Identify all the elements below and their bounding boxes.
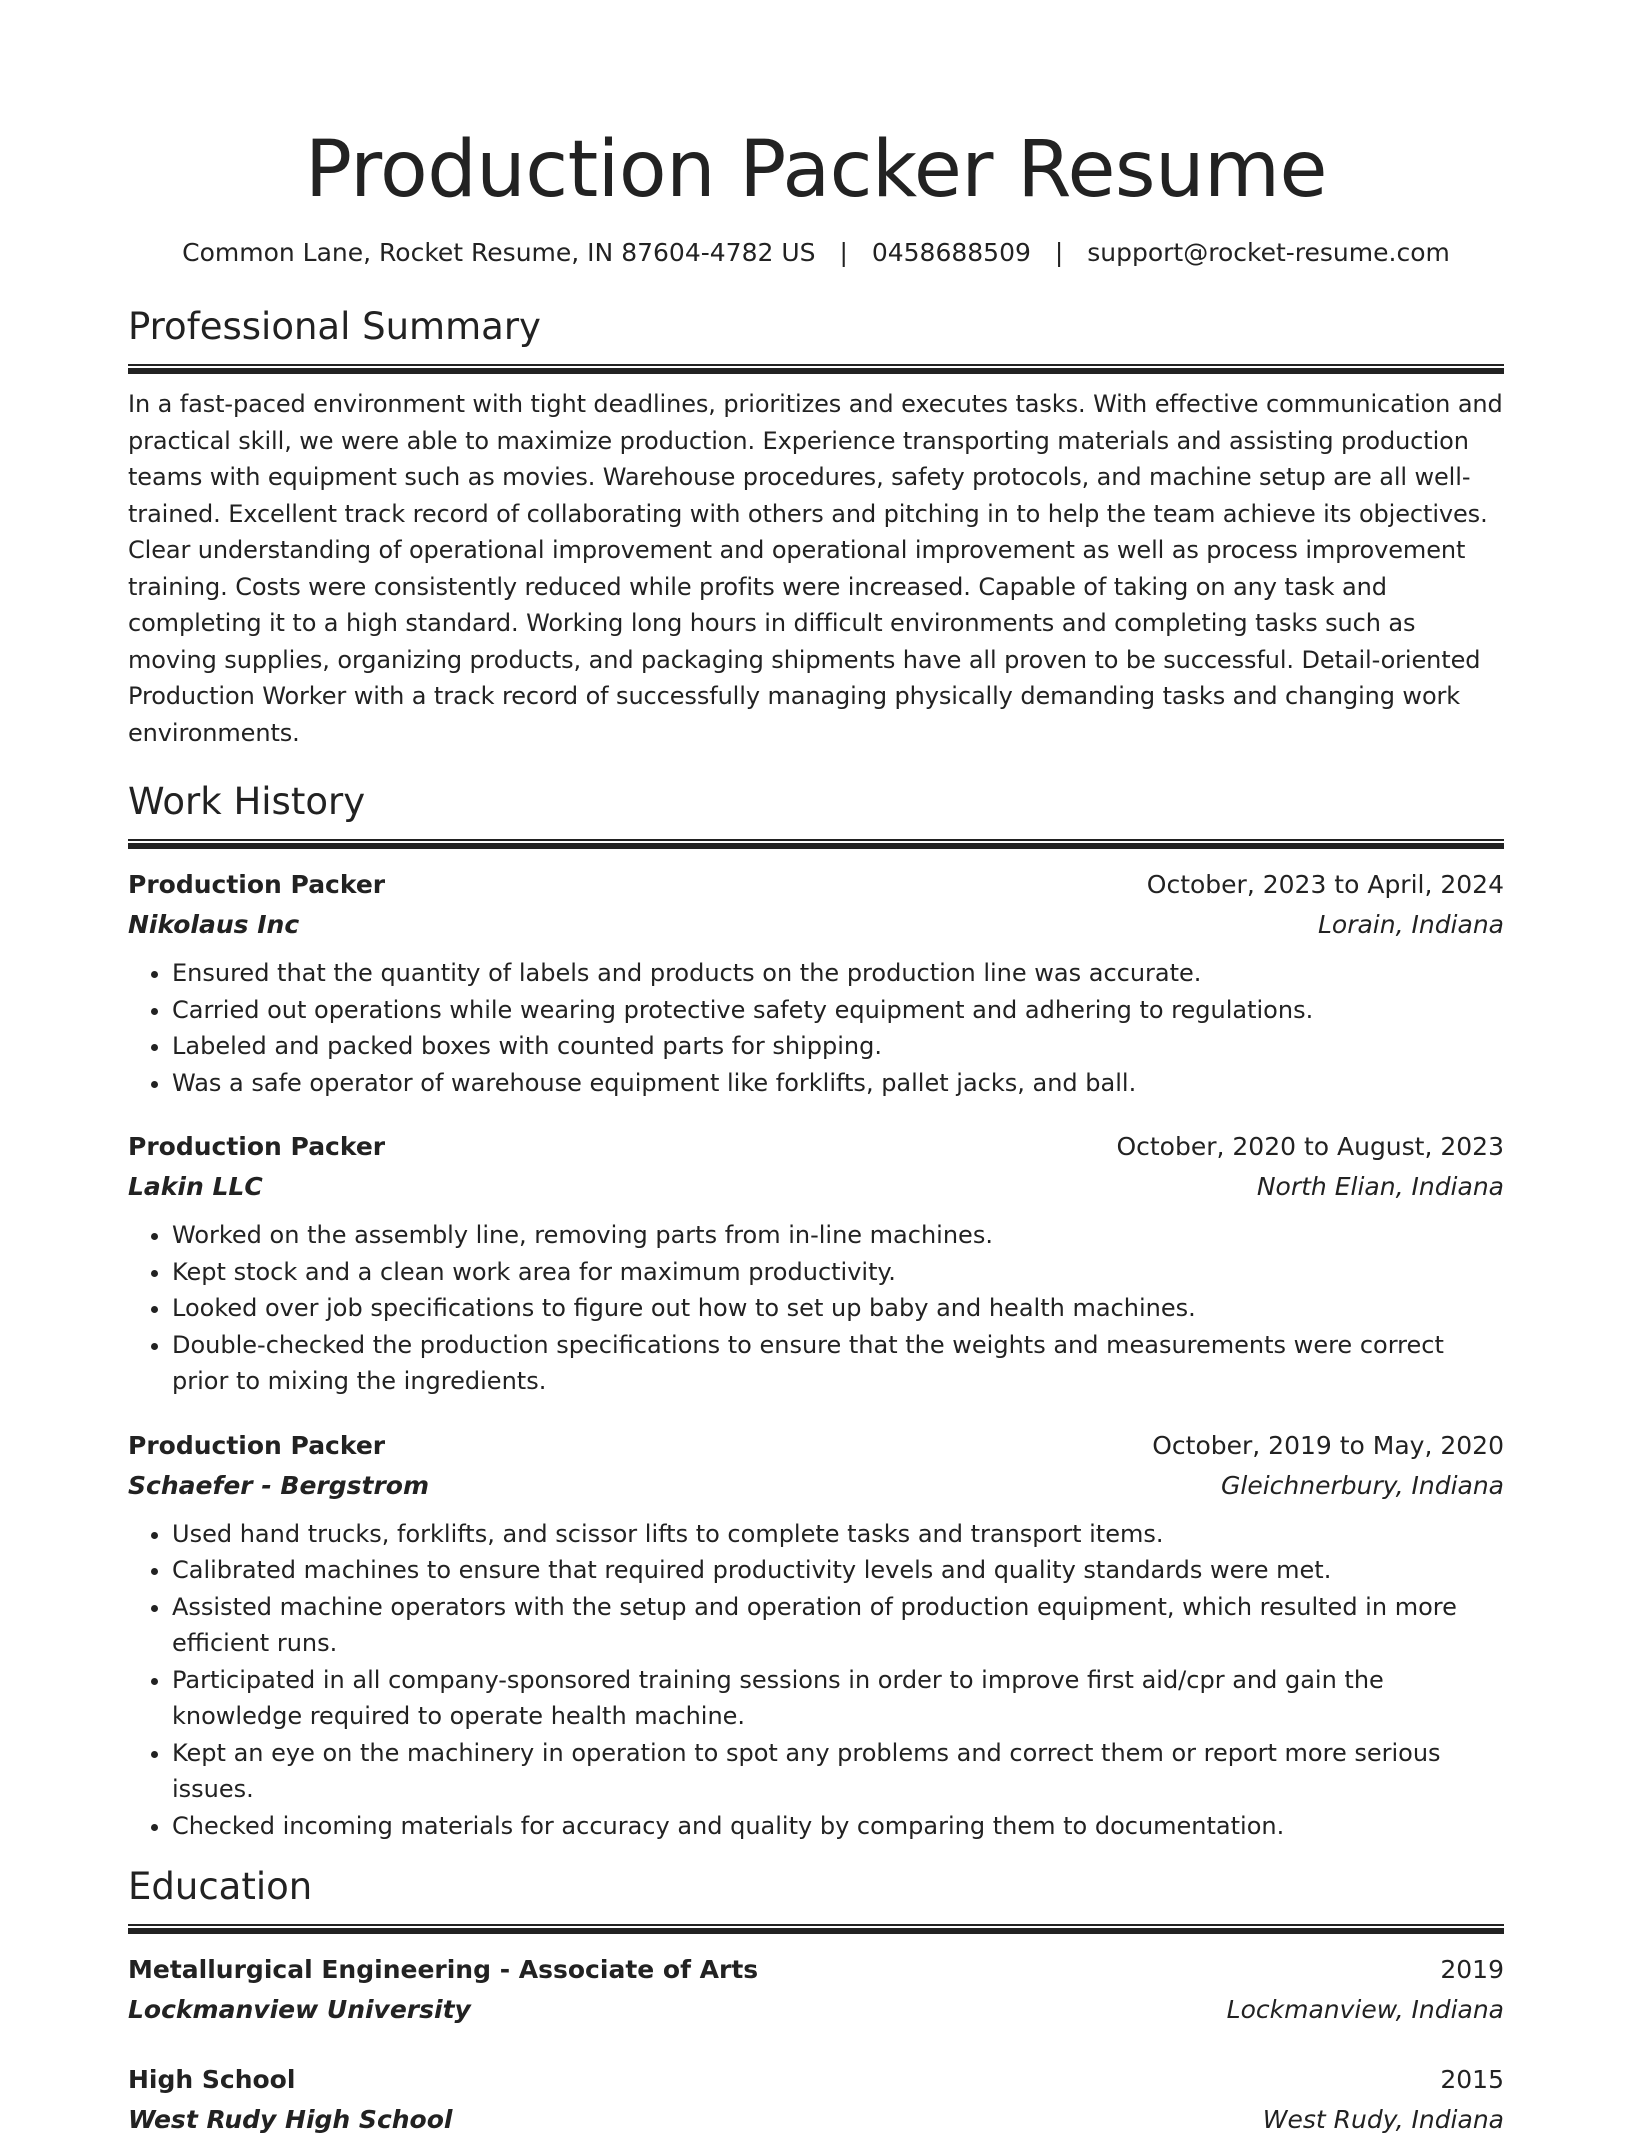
- job-subheader: [128, 1167, 1504, 1207]
- education-header: [128, 1950, 1504, 1990]
- job-header: [128, 1127, 1504, 1167]
- contact-email: support@rocket-resume.com: [1087, 238, 1450, 267]
- contact-separator: |: [839, 238, 848, 267]
- contact-line: [128, 236, 1504, 270]
- summary-section: [128, 304, 1504, 751]
- education-degree: Metallurgical Engineering - Associate of Arts: [128, 1955, 759, 1984]
- job-location: Gleichnerbury, Indiana: [1221, 1470, 1504, 1500]
- job-entry: [128, 1127, 1504, 1400]
- education-entry: [128, 1950, 1504, 2030]
- list-item: • Used hand trucks, forklifts, and scissor lifts to complete tasks and transport items.: [172, 1516, 1504, 1553]
- contact-separator: |: [1054, 238, 1064, 267]
- resume-page: [128, 0, 1504, 2140]
- education-year: 2015: [1440, 2065, 1504, 2094]
- section-heading-summary: Professional Summary: [128, 305, 541, 348]
- section-heading-education: Education: [128, 1865, 313, 1908]
- education-subheader: [128, 1990, 1504, 2030]
- education-degree: High School: [128, 2065, 296, 2094]
- education-entry: [128, 2060, 1504, 2140]
- contact-address: Common Lane, Rocket Resume, IN 87604-4782 US: [182, 238, 816, 267]
- job-bullets: [128, 955, 1504, 1101]
- list-item: • Was a safe operator of warehouse equipment like forklifts, pallet jacks, and ball.: [172, 1065, 1504, 1102]
- job-location: North Elian, Indiana: [1256, 1172, 1504, 1201]
- job-role: Production Packer: [128, 870, 386, 899]
- education-header: [128, 2060, 1504, 2100]
- list-item: • Calibrated machines to ensure that required productivity levels and quality standards were met.: [172, 1552, 1504, 1589]
- list-item: • Checked incoming materials for accuracy and quality by comparing them to documentation.: [172, 1808, 1504, 1845]
- job-company: Schaefer - Bergstrom: [128, 1470, 430, 1500]
- list-item: • Double-checked the production specifications to ensure that the weights and measurements were correct prior to mixing the ingredients.: [172, 1327, 1504, 1400]
- education-location: Lockmanview, Indiana: [1226, 1995, 1504, 2024]
- education-location: West Rudy, Indiana: [1262, 2105, 1504, 2134]
- job-header: [128, 1426, 1504, 1466]
- list-item: • Kept stock and a clean work area for maximum productivity.: [172, 1254, 1504, 1291]
- education-section: [128, 1864, 1504, 2140]
- job-bullets: [128, 1217, 1504, 1400]
- list-item: • Kept an eye on the machinery in operation to spot any problems and correct them or report more serious issues.: [172, 1735, 1504, 1808]
- job-role: Production Packer: [128, 1132, 386, 1161]
- job-company: Nikolaus Inc: [128, 910, 300, 939]
- job-subheader: [128, 905, 1504, 945]
- summary-text: In a fast-paced environment with tight deadlines, prioritizes and executes tasks. With effective communication and practical skill, we were able to maximize production. Experience transporting materials and assisting production teams with equipment such as movies. Warehouse procedures, safety protocols, and machine setup are all well-trained. Excellent track record of collaborating with others and pitching in to help the team achieve its objectives. Clear understanding of operational improvement and operational improvement as well as process improvement training. Costs were consistently reduced while profits were increased. Capable of taking on any task and completing it to a high standard. Working long hours in difficult environments and completing tasks such as moving supplies, organizing products, and packaging shipments have all proven to be successful. Detail-oriented Production Worker with a track record of successfully managing physically demanding tasks and changing work environments.: [128, 390, 1503, 747]
- list-item: • Looked over job specifications to figure out how to set up baby and health machines.: [172, 1290, 1504, 1327]
- section-divider: [128, 1924, 1504, 1934]
- job-bullets: [128, 1516, 1504, 1845]
- job-dates: October, 2019 to May, 2020: [1152, 1430, 1504, 1460]
- work-history-section: [128, 779, 1504, 1844]
- job-role: Production Packer: [128, 1430, 386, 1460]
- job-entry: [128, 1426, 1504, 1845]
- education-subheader: [128, 2100, 1504, 2140]
- section-divider: [128, 364, 1504, 374]
- job-location: Lorain, Indiana: [1317, 910, 1504, 939]
- list-item: • Ensured that the quantity of labels and products on the production line was accurate.: [172, 955, 1504, 992]
- job-header: [128, 865, 1504, 905]
- resume-title: Production Packer Resume: [305, 125, 1327, 215]
- list-item: • Participated in all company-sponsored training sessions in order to improve first aid/cpr and gain the knowledge required to operate health machine.: [172, 1662, 1504, 1735]
- section-divider: [128, 839, 1504, 849]
- job-company: Lakin LLC: [128, 1172, 263, 1201]
- list-item: • Worked on the assembly line, removing parts from in-line machines.: [172, 1217, 1504, 1254]
- job-entry: [128, 865, 1504, 1101]
- education-school: West Rudy High School: [128, 2105, 453, 2134]
- list-item: • Carried out operations while wearing protective safety equipment and adhering to regulations.: [172, 992, 1504, 1029]
- job-dates: October, 2020 to August, 2023: [1116, 1132, 1504, 1161]
- education-school: Lockmanview University: [128, 1995, 471, 2024]
- education-year: 2019: [1440, 1955, 1504, 1984]
- list-item: • Labeled and packed boxes with counted parts for shipping.: [172, 1028, 1504, 1065]
- contact-phone: 0458688509: [871, 238, 1031, 267]
- job-dates: October, 2023 to April, 2024: [1146, 870, 1504, 899]
- section-heading-work-history: Work History: [128, 780, 366, 823]
- list-item: • Assisted machine operators with the setup and operation of production equipment, which resulted in more efficient runs.: [172, 1589, 1504, 1662]
- job-subheader: [128, 1466, 1504, 1506]
